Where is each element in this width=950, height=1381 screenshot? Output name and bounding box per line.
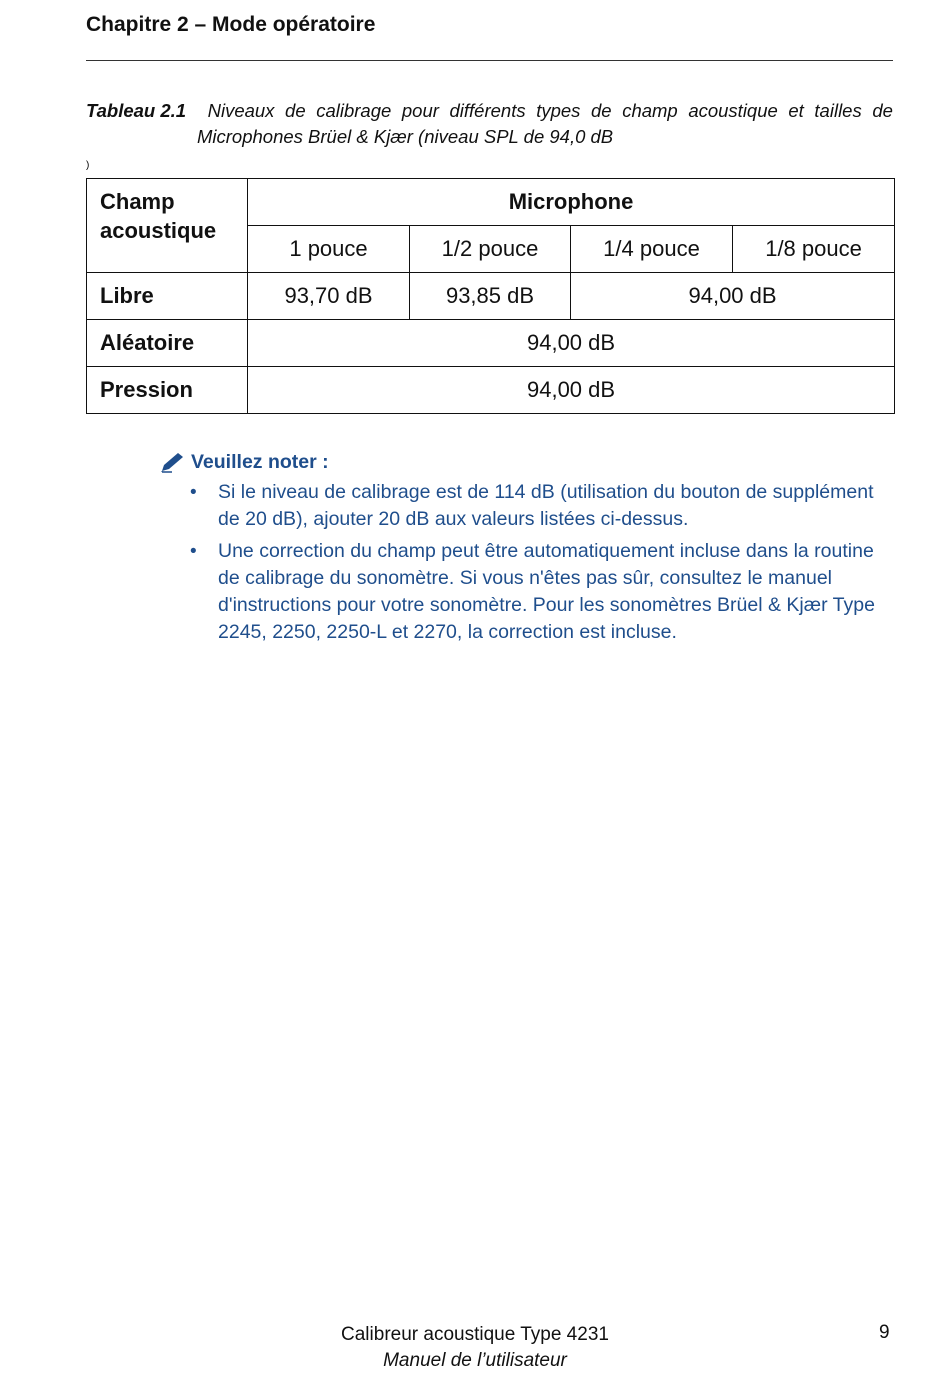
caption-word: champ (622, 100, 678, 121)
list-item-text: Une correction du champ peut être automatiquement incluse dans la routine de calibrage du sonomètre. Si vous n'êtes pas sûr, consultez le manuel d'instructions pour votre sonomètre. Pour les sonomètres Brüel & Kjær Type 2245, 2250, 2250-L et 2270, la correction est incluse. (218, 540, 875, 643)
table-cell: 94,00 dB (571, 273, 895, 320)
list-item-text: Si le niveau de calibrage est de 114 dB (utilisation du bouton de supplément de 20 dB), ajouter 20 dB aux valeurs listées ci-dessus. (218, 481, 874, 530)
caption-word: de (872, 100, 893, 121)
column-header: 1/8 pouce (733, 226, 895, 273)
bullet-marker: • (190, 482, 197, 503)
calibration-table (86, 178, 895, 414)
caption-word: Niveaux (207, 100, 275, 121)
caption-line-1 (86, 98, 893, 124)
list-item (160, 538, 900, 646)
table-header-row (87, 179, 895, 226)
caption-word: acoustique (688, 100, 778, 121)
footer-manual: Manuel de l’utilisateur (383, 1350, 567, 1371)
note-heading (160, 447, 900, 477)
table-row (87, 273, 895, 320)
caption-word: de (285, 100, 306, 121)
page-number: 9 (879, 1322, 890, 1343)
caption-word: de (591, 100, 612, 121)
header-divider (86, 60, 893, 61)
caption-line-2: Microphones Brüel & Kjær (niveau SPL de 94,0 dB (197, 126, 614, 147)
bullet-marker: • (190, 541, 197, 562)
caption-label: Tableau 2.1 (86, 100, 187, 121)
column-header: 1/2 pouce (410, 226, 571, 273)
table-row (87, 367, 895, 414)
corner-header-line: acoustique (100, 218, 217, 243)
table-cell: 93,70 dB (248, 273, 410, 320)
caption-word: calibrage (316, 100, 392, 121)
page-footer (0, 1322, 950, 1374)
table-cell: 93,85 dB (410, 273, 571, 320)
table-row (87, 320, 895, 367)
chapter-heading: Chapitre 2 – Mode opératoire (86, 13, 376, 36)
note-title: Veuillez noter : (191, 450, 329, 473)
caption-word: tailles (814, 100, 862, 121)
microphone-group-header: Microphone (248, 179, 895, 226)
corner-header-line: Champ (100, 189, 175, 214)
pencil-icon (160, 451, 186, 473)
row-label: Pression (87, 367, 248, 414)
column-header: 1 pouce (248, 226, 410, 273)
table-cell: 94,00 dB (248, 367, 895, 414)
caption-word: pour (401, 100, 439, 121)
row-label: Aléatoire (87, 320, 248, 367)
table-caption (86, 98, 893, 150)
caption-word: et (788, 100, 804, 121)
note-block (160, 447, 900, 651)
caption-word: types (536, 100, 581, 121)
footer-product: Calibreur acoustique Type 4231 (341, 1324, 609, 1345)
list-item (160, 479, 900, 533)
row-label: Libre (87, 273, 248, 320)
corner-header (87, 179, 248, 273)
table-cell: 94,00 dB (248, 320, 895, 367)
caption-word: différents (449, 100, 526, 121)
stray-mark: ) (86, 160, 90, 171)
column-header: 1/4 pouce (571, 226, 733, 273)
note-list (160, 479, 900, 646)
